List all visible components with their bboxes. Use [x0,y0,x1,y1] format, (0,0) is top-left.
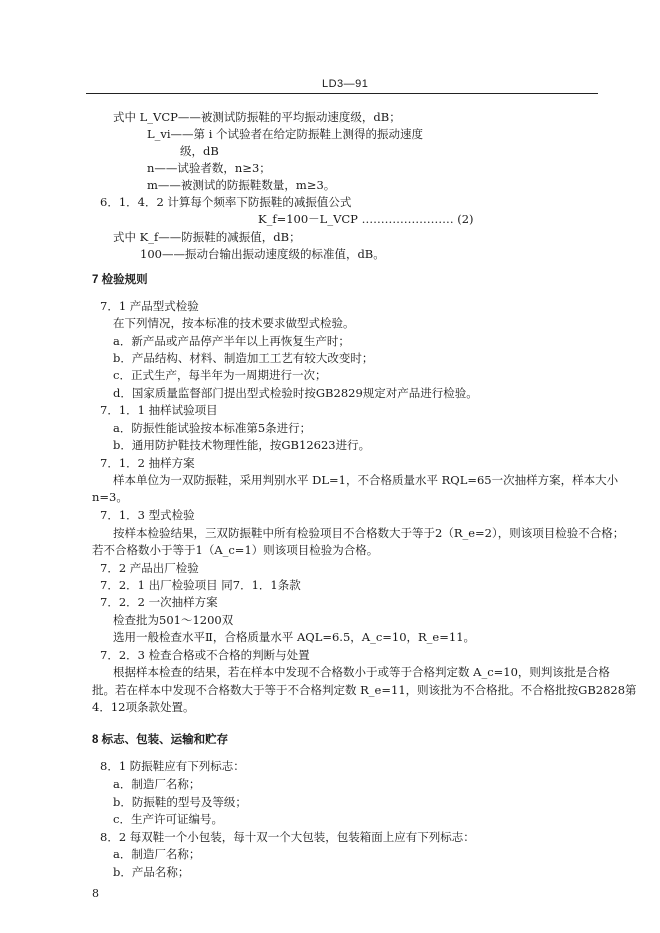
clause-heading: 8．2 每双鞋一个小包装，每十双一个大包装，包装箱面上应有下列标志： [100,830,475,844]
clause-heading: 7．2．2 一次抽样方案 [100,595,218,609]
list-item: a．制造厂名称； [113,777,201,791]
list-item: c．生产许可证编号。 [113,812,223,826]
header-rule [86,93,598,94]
clause-heading: 7．1．3 型式检验 [100,508,195,522]
clause-heading: 7．1 产品型式检验 [100,299,199,313]
list-item: c．正式生产，每半年为一周期进行一次； [113,368,327,382]
list-item: a．制造厂名称； [113,847,201,861]
clause-heading: 6．1．4．2 计算每个频率下防振鞋的减振值公式 [100,195,352,209]
page-number: 8 [92,887,99,900]
list-item: d．国家质量监督部门提出型式检验时按GB2829规定对产品进行检验。 [113,386,478,400]
text-line: 式中 L_VCP——被测试防振鞋的平均振动速度级，dB； [113,110,401,124]
clause-heading: 7．2 产品出厂检验 [100,561,199,575]
clause-heading: 7．2．3 检查合格或不合格的判断与处置 [100,648,310,662]
clause-heading: 7．2．1 出厂检验项目 同7．1．1条款 [100,578,301,592]
formula-2: K_f=100－L_VCP …………………… (2) [258,212,474,226]
text-line: 按样本检验结果，三双防振鞋中所有检验项目不合格数大于等于2（R_e=2），则该项目检验不合格； [113,526,625,540]
list-item: b．产品名称； [113,865,190,879]
list-item: b．产品结构、材料、制造加工工艺有较大改变时； [113,351,374,365]
document-code: LD3—91 [322,78,369,90]
text-line: 级，dB [180,144,219,158]
section-7-title: 7 检验规则 [92,274,148,286]
text-line: 检查批为501～1200双 [113,613,234,627]
text-line: m——被测试的防振鞋数量，m≥3。 [147,178,336,192]
text-line: n=3。 [92,490,128,504]
section-8-title: 8 标志、包装、运输和贮存 [92,734,229,746]
text-line: 若不合格数小于等于1（A_c=1）则该项目检验为合格。 [92,543,379,557]
list-item: b．防振鞋的型号及等级； [113,795,247,809]
text-line: 批。若在样本中发现不合格数大于等于不合格判定数 R_e=11，则该批为不合格批。不合格批按GB2828第 [92,683,637,697]
text-line: 式中 K_f——防振鞋的减振值，dB； [113,230,301,244]
list-item: a．新产品或产品停产半年以上再恢复生产时； [113,334,350,348]
text-line: n——试验者数，n≥3； [147,161,271,175]
text-line: 在下列情况，按本标准的技术要求做型式检验。 [113,316,355,330]
list-item: a．防振性能试验按本标准第5条进行； [113,421,312,435]
text-line: 样本单位为一双防振鞋，采用判别水平 DL=1，不合格质量水平 RQL=65一次抽样方案，样本大小 [113,473,619,487]
clause-heading: 7．1．2 抽样方案 [100,456,195,470]
text-line: 4．12项条款处置。 [92,700,195,714]
clause-heading: 7．1．1 抽样试验项目 [100,403,218,417]
text-line: L_vi——第 i 个试验者在给定防振鞋上测得的振动速度 [147,127,424,141]
list-item: b．通用防护鞋技术物理性能，按GB12623进行。 [113,438,371,452]
text-line: 100——振动台输出振动速度级的标准值，dB。 [140,247,385,261]
text-line: 根据样本检查的结果，若在样本中发现不合格数小于或等于合格判定数 A_c=10，则判该批是合格 [113,665,610,679]
text-line: 选用一般检查水平Ⅱ，合格质量水平 AQL=6.5，A_c=10，R_e=11。 [113,630,476,644]
clause-heading: 8．1 防振鞋应有下列标志： [100,759,245,773]
